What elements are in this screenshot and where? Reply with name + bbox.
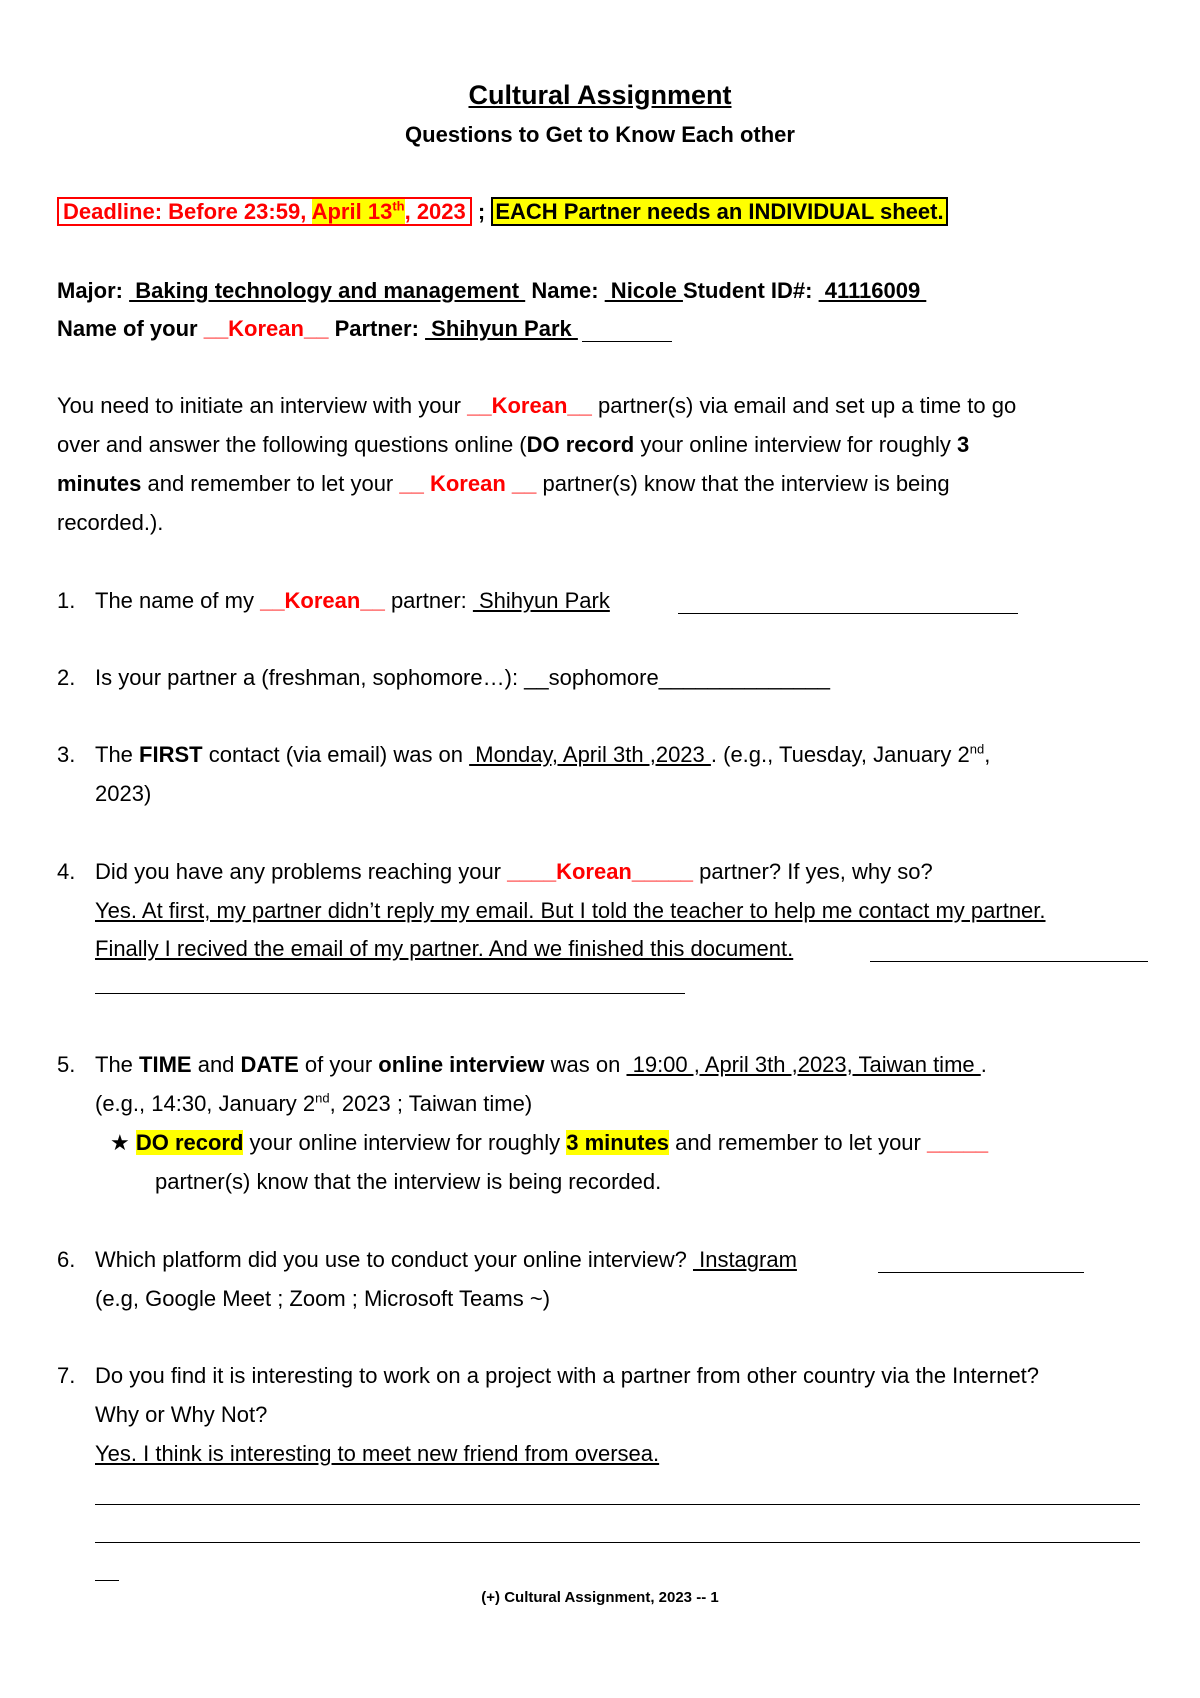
partner-underline bbox=[582, 341, 672, 342]
q7-line: Do you find it is interesting to work on a project with a partner from other country via the Internet? bbox=[95, 1363, 1040, 1388]
q1-number: 1. bbox=[57, 588, 76, 613]
q6-answer: Instagram bbox=[692, 1247, 797, 1272]
q4-answer-line-2: Finally I recived the email of my partner. And we finished this document. bbox=[95, 936, 794, 961]
q6-underline bbox=[878, 1272, 1084, 1273]
intro-line-2: over and answer the following questions online (DO record your online interview for roughly 3 bbox=[57, 432, 970, 457]
student-id-value: 41116009 bbox=[818, 278, 927, 303]
q5-answer: 19:00 , April 3th ,2023, Taiwan time bbox=[626, 1052, 981, 1077]
individual-sheet-note: EACH Partner needs an INDIVIDUAL sheet. bbox=[491, 197, 947, 226]
q1-underline bbox=[678, 613, 1018, 614]
q3-number: 3. bbox=[57, 742, 76, 767]
name-value: Nicole bbox=[604, 278, 683, 303]
q3-line-2: 2023) bbox=[95, 781, 152, 806]
q5-record-reminder-2: partner(s) know that the interview is being recorded. bbox=[155, 1169, 662, 1194]
q7-blank-line-1 bbox=[95, 1504, 1140, 1505]
student-info-line: Major: Baking technology and management Name: Nicole Student ID#: 41116009 bbox=[57, 278, 927, 303]
deadline-box: Deadline: Before 23:59, April 13th, 2023 bbox=[57, 197, 472, 226]
q5-record-reminder: ★ DO record your online interview for roughly 3 minutes and remember to let your _____ bbox=[110, 1130, 989, 1155]
q7-answer: Yes. I think is interesting to meet new friend from oversea. bbox=[95, 1441, 660, 1466]
intro-line-4: recorded.). bbox=[57, 510, 164, 535]
q1-answer: Shihyun Park bbox=[472, 588, 610, 613]
q3-answer: Monday, April 3th ,2023 bbox=[469, 742, 711, 767]
q7-blank-line-3 bbox=[95, 1580, 119, 1581]
major-value: Baking technology and management bbox=[129, 278, 526, 303]
q2-number: 2. bbox=[57, 665, 76, 690]
q4-number: 4. bbox=[57, 859, 76, 884]
intro-line-3: minutes and remember to let your __ Korean __ partner(s) know that the interview is being bbox=[57, 471, 950, 496]
partner-info-line: Name of your __Korean__ Partner: Shihyun Park bbox=[57, 316, 578, 341]
q1-line: The name of my __Korean__ partner: Shihyun Park bbox=[95, 588, 610, 613]
q2-answer: __sophomore______________ bbox=[524, 665, 831, 690]
q6-line: Which platform did you use to conduct your online interview? Instagram bbox=[95, 1247, 797, 1272]
q7-blank-line-2 bbox=[95, 1542, 1140, 1543]
q6-example: (e.g, Google Meet ; Zoom ; Microsoft Teams ~) bbox=[95, 1286, 551, 1311]
page-title: Cultural Assignment bbox=[468, 80, 732, 110]
star-icon: ★ bbox=[110, 1130, 136, 1155]
q5-line: The TIME and DATE of your online interview was on 19:00 , April 3th ,2023, Taiwan time . bbox=[95, 1052, 987, 1077]
page-footer: (+) Cultural Assignment, 2023 -- 1 bbox=[481, 1589, 719, 1606]
q3-line: The FIRST contact (via email) was on Monday, April 3th ,2023 . (e.g., Tuesday, January 2nd, bbox=[95, 741, 991, 767]
q5-number: 5. bbox=[57, 1052, 76, 1077]
deadline-line: Deadline: Before 23:59, April 13th, 2023 ; EACH Partner needs an INDIVIDUAL sheet. bbox=[57, 198, 948, 226]
q4-answer-line-1: Yes. At first, my partner didn’t reply my email. But I told the teacher to help me contact my partner. bbox=[95, 898, 1046, 923]
partner-name-value: Shihyun Park bbox=[425, 316, 578, 341]
page-subtitle: Questions to Get to Know Each other bbox=[405, 122, 795, 147]
q6-number: 6. bbox=[57, 1247, 76, 1272]
q2-line: Is your partner a (freshman, sophomore…): __sophomore______________ bbox=[95, 665, 831, 690]
q7-number: 7. bbox=[57, 1363, 76, 1388]
q5-example: (e.g., 14:30, January 2nd, 2023 ; Taiwan time) bbox=[95, 1090, 533, 1116]
q7-line-2: Why or Why Not? bbox=[95, 1402, 268, 1427]
intro-line-1: You need to initiate an interview with your __Korean__ partner(s) via email and set up a time to go bbox=[57, 393, 1017, 418]
q4-line: Did you have any problems reaching your ____Korean_____ partner? If yes, why so? bbox=[95, 859, 933, 884]
q4-underline-2 bbox=[870, 961, 1148, 962]
q4-blank-line bbox=[95, 993, 685, 994]
